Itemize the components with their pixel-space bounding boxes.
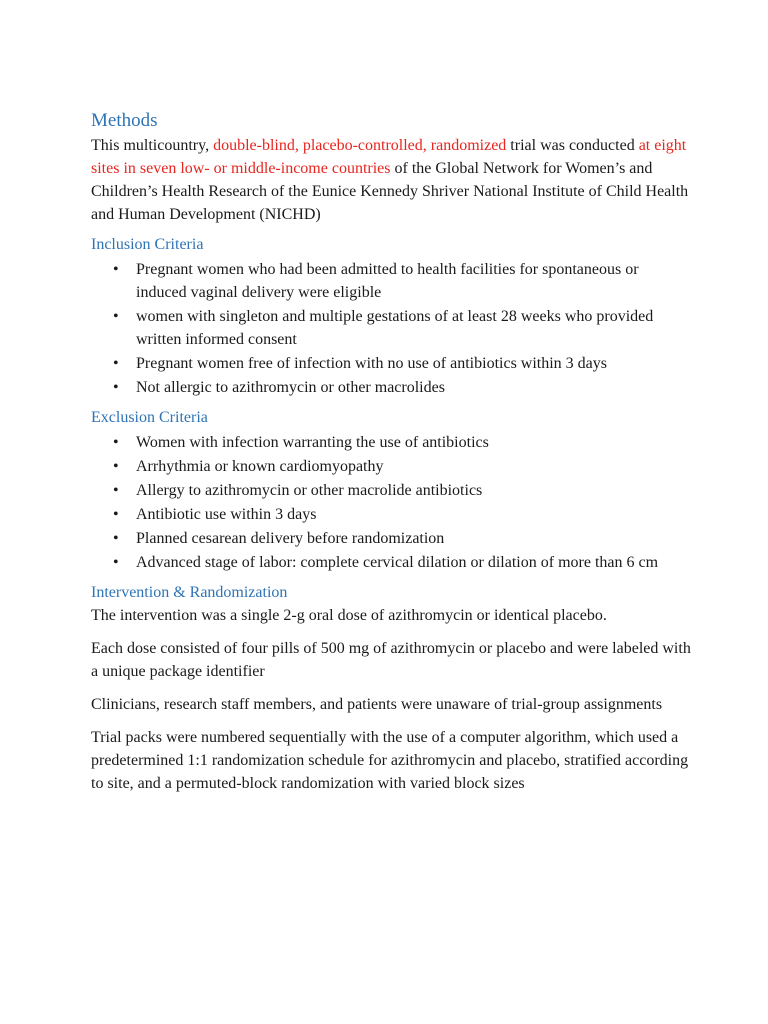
bullet-icon: • [113,458,119,475]
list-item [91,455,691,478]
intro-highlight-sites: at eight sites in seven low- or middle-income countries [91,137,687,177]
bullet-icon: • [113,355,119,372]
list-item-text: women with singleton and multiple gestations of at least 28 weeks who provided written informed consent [136,308,654,348]
intro-text-3: trial was conducted [506,137,639,154]
list-item-text: Pregnant women who had been admitted to health facilities for spontaneous or induced vaginal delivery were eligible [136,261,639,301]
list-item-text: Not allergic to azithromycin or other macrolides [136,379,445,396]
list-item-text: Advanced stage of labor: complete cervical dilation or dilation of more than 6 cm [136,554,659,571]
intro-text-1: This multicountry, [91,137,214,154]
bullet-icon: • [113,308,119,325]
bullet-icon: • [113,482,119,499]
bullet-icon: • [113,554,119,571]
document-page [91,108,691,795]
intro-text-5: of the Global Network for Women’s and Children’s Health Research of the Eunice Kennedy Shriver National Institute of Child Health and Human Development (NICHD) [91,160,689,223]
list-item [91,431,691,454]
list-item [91,479,691,502]
exclusion-list [91,431,691,574]
methods-heading: Methods [91,110,158,131]
bullet-icon: • [113,261,119,278]
inclusion-list [91,258,691,399]
bullet-icon: • [113,434,119,451]
list-item [91,503,691,526]
list-item-text: Antibiotic use within 3 days [136,506,317,523]
intervention-paragraph: Trial packs were numbered sequentially with the use of a computer algorithm, which used a predetermined 1:1 randomization schedule for azithromycin and placebo, stratified according to site, and a permuted-block randomization with varied block sizes [91,729,689,792]
bullet-icon: • [113,506,119,523]
intervention-paragraph: The intervention was a single 2-g oral dose of azithromycin or identical placebo. [91,607,607,624]
list-item-text: Pregnant women free of infection with no use of antibiotics within 3 days [136,355,608,372]
bullet-icon: • [113,379,119,396]
list-item-text: Women with infection warranting the use of antibiotics [136,434,489,451]
list-item [91,258,691,304]
list-item [91,376,691,399]
bullet-icon: • [113,530,119,547]
list-item [91,352,691,375]
intervention-paragraph: Each dose consisted of four pills of 500 mg of azithromycin or placebo and were labeled with a unique package identifier [91,640,691,680]
list-item-text: Allergy to azithromycin or other macrolide antibiotics [136,482,483,499]
methods-intro-paragraph [91,134,691,226]
list-item-text: Planned cesarean delivery before randomization [136,530,445,547]
list-item-text: Arrhythmia or known cardiomyopathy [136,458,384,475]
inclusion-heading: Inclusion Criteria [91,236,204,253]
intervention-heading: Intervention & Randomization [91,584,288,601]
list-item [91,527,691,550]
list-item [91,305,691,351]
intro-highlight-design: double-blind, placebo-controlled, randomized [213,137,507,154]
intervention-paragraph: Clinicians, research staff members, and patients were unaware of trial-group assignments [91,696,663,713]
exclusion-heading: Exclusion Criteria [91,409,208,426]
list-item [91,551,691,574]
